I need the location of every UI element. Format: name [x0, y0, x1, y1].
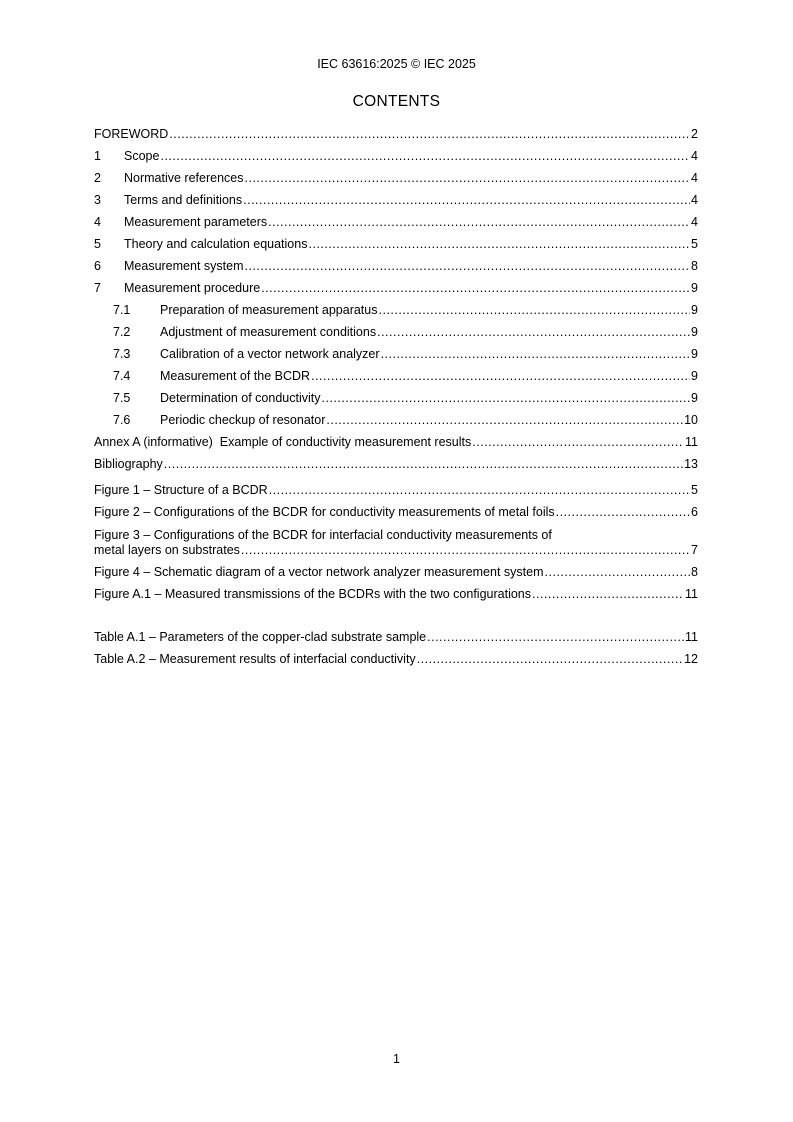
leader-dots [308, 237, 690, 252]
toc-page-number: 4 [691, 215, 698, 229]
toc-entry-7-6[interactable] [94, 410, 698, 432]
toc-section-number: 1 [94, 149, 101, 163]
toc-entry-text: Measurement system [124, 259, 244, 273]
figure-entry-3[interactable] [94, 524, 698, 562]
leader-dots [244, 259, 690, 274]
toc-entry-text: FOREWORD [94, 127, 169, 141]
figure-page-number: 8 [691, 565, 698, 579]
leader-dots [245, 171, 691, 186]
toc-section-number: 2 [94, 171, 101, 185]
figure-page-number: 5 [691, 483, 698, 497]
toc-page-number: 2 [691, 127, 698, 141]
toc-entry-7-3[interactable] [94, 344, 698, 366]
toc-entry-scope[interactable] [94, 146, 698, 168]
toc-section-number: 7.3 [113, 347, 131, 361]
page-title: CONTENTS [352, 93, 441, 110]
toc-entry-bibliography[interactable] [94, 454, 698, 476]
table-page-number: 12 [684, 652, 698, 666]
toc-entry-text: Calibration of a vector network analyzer [160, 347, 380, 361]
figure-page-number: 7 [691, 543, 698, 557]
figure-entry-text-line-1: Figure 3 – Configurations of the BCDR for interfacial conductivity measurements of [94, 528, 552, 542]
leader-dots [326, 413, 683, 428]
table-page-number: 11 [685, 630, 698, 644]
toc-page-number: 4 [691, 171, 698, 185]
toc-entry-theory[interactable] [94, 234, 698, 256]
toc-page-number: 8 [691, 259, 698, 273]
toc-section-number: 4 [94, 215, 101, 229]
toc-entry-text: Measurement of the BCDR [160, 369, 311, 383]
figure-entry-text: Figure 2 – Configurations of the BCDR for conductivity measurements of metal foils [94, 505, 555, 519]
toc-entry-annex-a[interactable] [94, 432, 698, 454]
leader-dots [322, 391, 691, 406]
toc-entry-7-4[interactable] [94, 366, 698, 388]
figure-entry-a1[interactable] [94, 584, 698, 606]
toc-entry-text: Normative references [124, 171, 244, 185]
toc-entry-7-2[interactable] [94, 322, 698, 344]
toc-section-number: 7.5 [113, 391, 131, 405]
toc-section-number: 7.6 [113, 413, 131, 427]
leader-dots [243, 193, 690, 208]
list-of-figures [94, 480, 698, 606]
page-number-footer: 1 [393, 1052, 400, 1066]
figure-entry-2[interactable] [94, 502, 698, 524]
toc-entry-text: Theory and calculation equations [124, 237, 308, 251]
toc-entry-text: Periodic checkup of resonator [160, 413, 326, 427]
leader-dots [379, 303, 691, 318]
table-entry-a1[interactable] [94, 627, 698, 649]
toc-section-number: 6 [94, 259, 101, 273]
leader-dots [169, 127, 690, 142]
leader-dots [377, 325, 690, 340]
toc-page-number: 13 [684, 457, 698, 471]
leader-dots [417, 652, 683, 667]
figure-entry-text: Figure A.1 – Measured transmissions of the BCDRs with the two configurations [94, 587, 532, 601]
toc-entry-measurement-parameters[interactable] [94, 212, 698, 234]
toc-page-number: 9 [691, 281, 698, 295]
toc-entry-measurement-procedure[interactable] [94, 278, 698, 300]
toc-entry-text: Measurement procedure [124, 281, 261, 295]
figure-entry-1[interactable] [94, 480, 698, 502]
leader-dots [269, 483, 690, 498]
toc-entry-text: Bibliography [94, 457, 163, 471]
leader-dots [545, 565, 691, 580]
toc-entry-text: Measurement parameters [124, 215, 268, 229]
toc-entry-text: Annex A (informative) Example of conductivity measurement results [94, 435, 472, 449]
document-header: IEC 63616:2025 © IEC 2025 [317, 57, 476, 71]
leader-dots [164, 457, 683, 472]
toc-page-number: 4 [691, 193, 698, 207]
toc-section-number: 7.4 [113, 369, 131, 383]
table-entry-a2[interactable] [94, 649, 698, 671]
toc-page-number: 9 [691, 303, 698, 317]
toc-section-number: 3 [94, 193, 101, 207]
table-entry-text: Table A.2 – Measurement results of interfacial conductivity [94, 652, 416, 666]
toc-page-number: 11 [685, 435, 698, 449]
toc-entry-terms-definitions[interactable] [94, 190, 698, 212]
figure-entry-text: Figure 4 – Schematic diagram of a vector network analyzer measurement system [94, 565, 544, 579]
leader-dots [311, 369, 690, 384]
toc-entry-foreword[interactable] [94, 124, 698, 146]
toc-sections [94, 124, 698, 476]
toc-entry-7-5[interactable] [94, 388, 698, 410]
figure-page-number: 11 [685, 587, 698, 601]
figure-page-number: 6 [691, 505, 698, 519]
toc-page-number: 9 [691, 325, 698, 339]
toc-entry-text: Adjustment of measurement conditions [160, 325, 377, 339]
toc-page-number: 4 [691, 149, 698, 163]
toc-page-number: 10 [684, 413, 698, 427]
toc-entry-text: Scope [124, 149, 160, 163]
leader-dots [381, 347, 690, 362]
leader-dots [241, 543, 690, 558]
toc-page-number: 9 [691, 391, 698, 405]
toc-entry-measurement-system[interactable] [94, 256, 698, 278]
toc-page-number: 9 [691, 369, 698, 383]
toc-section-number: 5 [94, 237, 101, 251]
toc-section-number: 7 [94, 281, 101, 295]
toc-entry-normative-references[interactable] [94, 168, 698, 190]
toc-entry-7-1[interactable] [94, 300, 698, 322]
figure-entry-text-line-2: metal layers on substrates [94, 543, 240, 557]
toc-section-number: 7.1 [113, 303, 131, 317]
leader-dots [532, 587, 684, 602]
table-entry-text: Table A.1 – Parameters of the copper-clad substrate sample [94, 630, 427, 644]
leader-dots [427, 630, 684, 645]
toc-entry-text: Terms and definitions [124, 193, 243, 207]
leader-dots [556, 505, 690, 520]
leader-dots [268, 215, 690, 230]
toc-page-number: 5 [691, 237, 698, 251]
toc-section-number: 7.2 [113, 325, 131, 339]
leader-dots [160, 149, 690, 164]
list-of-tables [94, 627, 698, 671]
toc-page-number: 9 [691, 347, 698, 361]
leader-dots [261, 281, 690, 296]
figure-entry-4[interactable] [94, 562, 698, 584]
toc-entry-text: Preparation of measurement apparatus [160, 303, 378, 317]
leader-dots [472, 435, 684, 450]
toc-entry-text: Determination of conductivity [160, 391, 321, 405]
figure-entry-text: Figure 1 – Structure of a BCDR [94, 483, 268, 497]
